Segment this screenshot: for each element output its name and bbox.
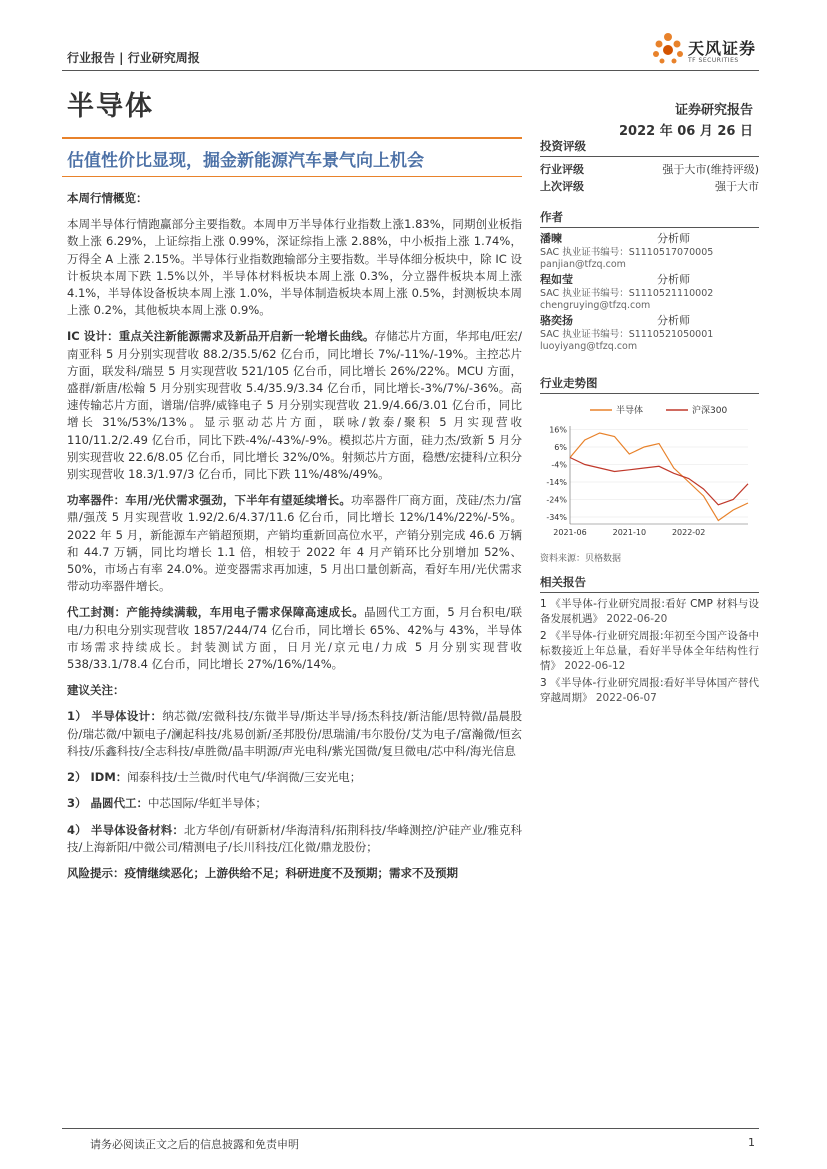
y-tick-label: -14%: [546, 478, 567, 487]
related-heading: 相关报告: [540, 574, 759, 593]
tf-logo-icon: [650, 30, 686, 68]
suggest-item-2: 2） IDM：闻泰科技/士兰微/时代电气/华润微/三安光电；: [67, 770, 362, 785]
y-tick-label: -24%: [546, 495, 567, 505]
author-email[interactable]: luoyiyang@tfzq.com: [540, 341, 638, 352]
title-rule-top: [62, 137, 522, 139]
report-date: 2022 年 06 月 26 日: [619, 124, 753, 139]
main-content: [67, 190, 522, 891]
author-email[interactable]: chengruying@tfzq.com: [540, 300, 651, 311]
related-report-3[interactable]: 3 《半导体-行业研究周报:看好半导体国产替代穿越周期》 2022-06-07: [540, 677, 759, 704]
power-text: 功率器件厂商方面，茂硅/杰力/富鼎/强茂 5 月实现营收 1.92/2.6/4.37/11.6 亿台币，同比增长 12%/14%/22%/-5%。2022 年 5 月，新能源车产销超预期，产销均重新回高位水平，产销分别完成 46.6 万辆和 44.7 万辆，同比均增长 1.1 倍，相较于 2022 年 4 月产销环比分别增加 52%、50%，市场占有率 24.0%。逆变器需求再加速，5 月出口量创新高，看好车用/光伏需求带动功率器件增长。: [67, 493, 522, 594]
ic-lead: IC 设计：重点关注新能源需求及新品开启新一轮增长曲线。: [67, 329, 375, 344]
industry-rating-row: 行业评级 强于大市(维持评级): [540, 163, 759, 176]
report-type: 证券研究报告: [674, 103, 753, 118]
weekly-paragraph: 本周半导体行情跑赢部分主要指数。本周申万半导体行业指数上涨1.83%，同期创业板指数上涨 6.29%，上证综指上涨 0.99%，深证综指上涨 2.88%，中小板指上涨 1.74%，万得全 A 上涨 2.15%。半导体行业指数跑输部分主要指数。半导体细分板块中，除 IC 设计板块本周下跌 1.5%以外，半导体材料板块本周上涨 0.3%，分立器件板块本周上涨 4.1%，半导体设备板块本周上涨 1.0%，半导体制造板块本周上涨 0.5%，封测板块本周上涨 0.2%，其他板块本周上涨 0.9%。: [67, 217, 522, 318]
logo-text-cn: 天风证券: [688, 39, 757, 58]
y-tick-label: 6%: [554, 443, 567, 452]
report-category: 行业报告 | 行业研究周报: [67, 51, 200, 65]
company-logo: [650, 30, 762, 70]
legend-label: 半导体: [616, 406, 644, 416]
suggest-item-4: 4） 半导体设备材料：北方华创/有研新材/华海清科/拓荆科技/华峰测控/沪硅产业/雅克科技/上海新阳/中微公司/精测电子/长川科技/江化微/鼎龙股份；: [67, 822, 522, 854]
last-rating-row: 上次评级 强于大市: [540, 180, 759, 193]
y-tick-label: -34%: [546, 513, 567, 522]
power-paragraph: [67, 492, 522, 595]
foundry-paragraph: [67, 604, 522, 673]
footer-disclaimer: 请务必阅读正文之后的信息披露和免责申明: [90, 1138, 299, 1151]
header-divider: [62, 70, 759, 71]
sidebar: [540, 138, 759, 708]
title-rule-bottom: [62, 176, 522, 177]
report-title: 估值性价比显现，掘金新能源汽车景气向上机会: [67, 151, 424, 171]
y-tick-label: -4%: [551, 460, 567, 470]
suggest-item-3: 3） 晶圆代工：中芯国际/华虹半导体；: [67, 796, 267, 811]
trend-chart-svg: [540, 398, 759, 546]
legend-label: 沪深300: [692, 406, 728, 416]
logo-text-en: TF SECURITIES: [688, 57, 739, 64]
author-heading: 作者: [540, 209, 759, 228]
rating-heading: 投资评级: [540, 138, 759, 157]
author-3: 骆奕扬 分析师 SAC 执业证书编号：S1110521050001 luoyiyang@tfzq.com: [540, 314, 759, 353]
ic-paragraph: [67, 328, 522, 483]
foundry-lead: 代工封测：产能持续满载，车用电子需求保障高速成长。: [67, 605, 365, 620]
x-tick-label: 2022-02: [671, 528, 706, 537]
trend-heading: 行业走势图: [540, 375, 759, 394]
chart-source: 资料来源：贝格数据: [540, 554, 622, 564]
suggest-heading: 建议关注：: [67, 683, 125, 698]
trend-chart: [540, 398, 759, 568]
power-lead: 功率器件：车用/光伏需求强劲，下半年有望延续增长。: [67, 493, 351, 508]
suggest-item-1: 1） 半导体设计：纳芯微/宏微科技/东微半导/斯达半导/扬杰科技/新洁能/思特微/晶晨股份/瑞芯微/中颖电子/澜起科技/兆易创新/圣邦股份/思瑞浦/韦尔股份/艾为电子/富瀚微/恒玄科技/乐鑫科技/全志科技/卓胜微/晶丰明源/声光电科/紫光国微/复旦微电/芯中科/海光信息: [67, 709, 522, 758]
weekly-heading: 本周行情概览：: [67, 191, 148, 205]
industry-name: 半导体: [67, 91, 154, 122]
related-report-1[interactable]: 1 《半导体-行业研究周报:看好 CMP 材料与设备发展机遇》 2022-06-20: [540, 598, 759, 625]
author-1: 潘暕 分析师 SAC 执业证书编号：S1110517070005 panjian@tfzq.com: [540, 232, 759, 271]
page-number: 1: [748, 1136, 755, 1149]
series-line: [570, 433, 748, 521]
x-tick-label: 2021-06: [553, 528, 587, 537]
y-tick-label: 16%: [549, 425, 567, 435]
ic-text: 存储芯片方面，华邦电/旺宏/南亚科 5 月分别实现营收 88.2/35.5/62 亿台币，同比增长 7%/-11%/-19%。主控芯片方面，联发科/瑞昱 5 月实现营收 521/105 亿台币，同比增长 26%/22%。MCU 方面，盛群/新唐/松翰 5 月分别实现营收 5.4/35.9/3.34 亿台币，同比增长-3%/7%/-36%。高速传输芯片方面，谱瑞/信骅/威锋电子 5 月分别实现营收 21.9/4.66/3.01 亿台币，同比增长 31%/53%/13%。显示驱动芯片方面，联咏/敦泰/聚积 5 月实现营收 110/11.2/2.49 亿台币，同比下跌-4%/-43%/-9%。模拟芯片方面，硅力杰/致新 5 月分别实现营收 22.6/8.05 亿台币，同比增长 32%/0%。射频芯片方面，稳懋/宏捷科/立积分别实现营收 18.3/1.97/3 亿台币，同比下跌 11%/48%/49%。: [67, 329, 522, 482]
footer-divider: [62, 1128, 759, 1129]
related-report-2[interactable]: 2 《半导体-行业研究周报:年初至今国产设备中标数接近上年总量，看好半导体全年结构性行情》 2022-06-12: [540, 630, 759, 672]
author-email[interactable]: panjian@tfzq.com: [540, 259, 626, 270]
x-tick-label: 2021-10: [612, 528, 647, 537]
risk-notice: 风险提示：疫情继续恶化；上游供给不足；科研进度不及预期；需求不及预期: [67, 865, 458, 880]
author-2: 程如莹 分析师 SAC 执业证书编号：S1110521110002 chengruying@tfzq.com: [540, 273, 759, 312]
foundry-text: 晶圆代工方面，5 月台积电/联电/力积电分别实现营收 1857/244/74 亿台币，同比增长 65%、42%与 43%，半导体市场需求持续成长。封装测试方面，日月光/京元电/力成 5 月分别实现营收 538/33.1/78.4 亿台币，同比增长 27%/16%/14%。: [67, 605, 522, 672]
